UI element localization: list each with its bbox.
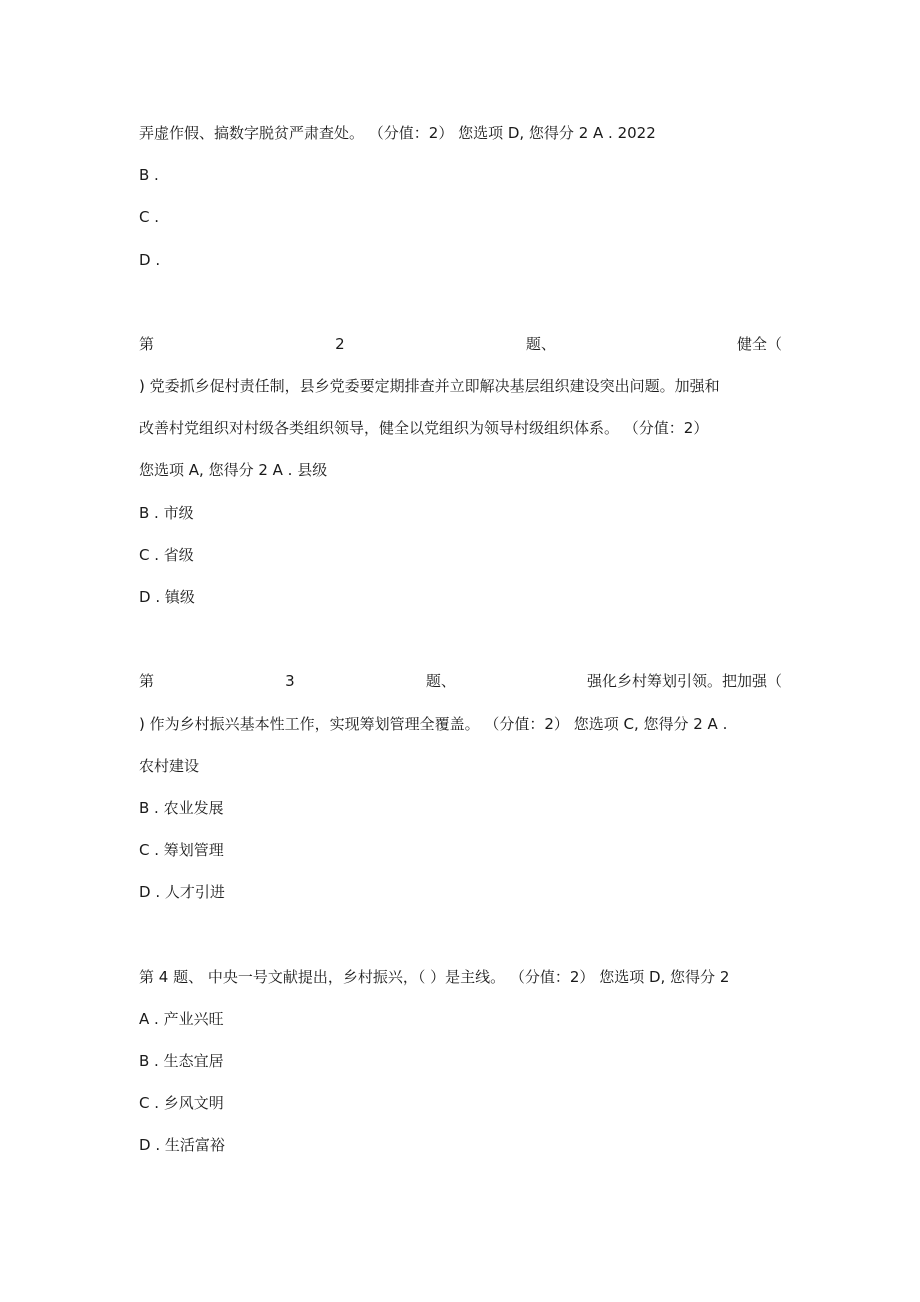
q1-option-b: B . (139, 166, 159, 184)
q2-header-number: 2 (335, 335, 345, 353)
q1-option-c: C . (139, 208, 160, 226)
q1-option-d: D . (139, 251, 161, 269)
q3-option-c: C . 筹划管理 (139, 841, 224, 859)
q2-header-suffix: 题、 (525, 335, 556, 353)
q2-header-text: 健全（ (736, 335, 782, 353)
q2-option-b: B . 市级 (139, 504, 194, 522)
q4-header: 第 4 题、 中央一号文献提出，乡村振兴，（ ）是主线。 （分值：2） 您选项 D, 您得分 2 (139, 968, 730, 986)
q3-header-prefix: 第 (139, 672, 155, 690)
q2-header (139, 332, 782, 356)
q2-text-line-1: ) 党委抓乡促村责任制，县乡党委要定期排查并立即解决基层组织建设突出问题。加强和 (139, 377, 720, 395)
q3-header (139, 669, 782, 693)
q4-option-b: B . 生态宜居 (139, 1052, 224, 1070)
q1-text-line: 弄虚作假、搞数字脱贫严肃查处。 （分值：2） 您选项 D, 您得分 2 A . 2022 (139, 124, 656, 142)
q4-option-d: D . 生活富裕 (139, 1136, 225, 1154)
q2-answer-line: 您选项 A, 您得分 2 A . 县级 (139, 461, 328, 479)
q3-header-number: 3 (285, 672, 295, 690)
q4-option-a: A . 产业兴旺 (139, 1010, 224, 1028)
q2-text-line-2: 改善村党组织对村级各类组织领导，健全以党组织为领导村级组织体系。 （分值：2） (139, 419, 709, 437)
q3-option-b: B . 农业发展 (139, 799, 224, 817)
q3-option-d: D . 人才引进 (139, 883, 225, 901)
q3-header-text: 强化乡村筹划引领。把加强（ (586, 672, 782, 690)
q2-option-d: D . 镇级 (139, 588, 195, 606)
q2-header-prefix: 第 (139, 335, 155, 353)
q3-text-line: ) 作为乡村振兴基本性工作，实现筹划管理全覆盖。 （分值：2） 您选项 C, 您得分 2 A . (139, 715, 728, 733)
q3-option-a-cont: 农村建设 (139, 757, 200, 775)
q2-option-c: C . 省级 (139, 546, 194, 564)
q4-option-c: C . 乡风文明 (139, 1094, 224, 1112)
q3-header-suffix: 题、 (425, 672, 456, 690)
